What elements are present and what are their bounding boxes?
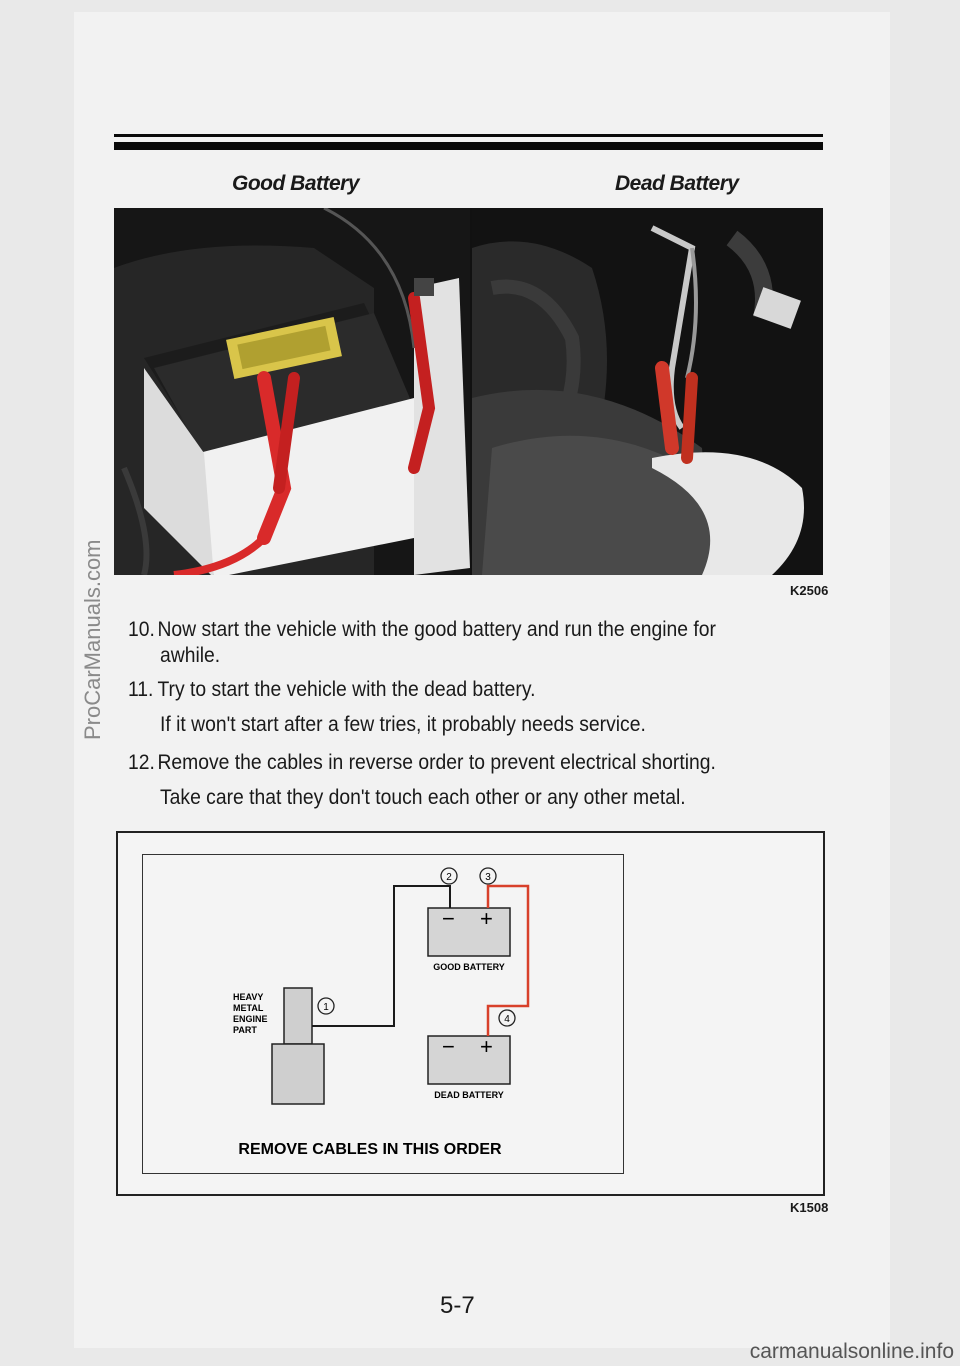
page-number: 5-7 xyxy=(440,1292,475,1319)
header-rule-thin xyxy=(114,134,823,137)
svg-text:PART: PART xyxy=(233,1025,257,1035)
marker-3 xyxy=(480,868,496,884)
cable-removal-diagram xyxy=(142,854,622,1172)
good-battery-label: GOOD BATTERY xyxy=(433,962,505,972)
dead-plus-sign: + xyxy=(480,1034,493,1059)
watermark-text: ProCarManuals.com xyxy=(80,539,105,740)
header-rule-thick xyxy=(114,142,823,150)
engine-part-upper xyxy=(284,988,312,1044)
step-12-number: 12. xyxy=(128,751,155,774)
dead-battery-box xyxy=(428,1036,510,1084)
step-11-note: If it won't start after a few tries, it probably needs service. xyxy=(160,713,646,736)
step-12 xyxy=(128,750,716,776)
svg-text:METAL: METAL xyxy=(233,1003,264,1013)
svg-text:3: 3 xyxy=(485,872,491,883)
good-battery-photo xyxy=(114,208,470,575)
step-11-text: Try to start the vehicle with the dead battery. xyxy=(157,678,536,701)
step-12-text: Remove the cables in reverse order to prevent electrical shorting. xyxy=(157,751,716,774)
svg-text:1: 1 xyxy=(323,1002,329,1013)
step-10-text: Now start the vehicle with the good battery and run the engine for xyxy=(157,618,716,641)
good-plus-sign: + xyxy=(480,906,493,931)
dead-battery-photo xyxy=(472,208,823,575)
caption-good-battery: Good Battery xyxy=(232,172,360,195)
good-minus-sign: − xyxy=(442,906,455,931)
dead-minus-sign: − xyxy=(442,1034,455,1059)
caption-dead-battery: Dead Battery xyxy=(615,172,739,195)
svg-text:2: 2 xyxy=(446,872,452,883)
step-10-number: 10. xyxy=(128,618,155,641)
step-10 xyxy=(128,617,716,643)
footer-url: carmanualsonline.info xyxy=(749,1340,954,1363)
marker-1 xyxy=(318,998,334,1014)
diagram-title: REMOVE CABLES IN THIS ORDER xyxy=(238,1141,502,1158)
dead-battery-label: DEAD BATTERY xyxy=(434,1090,504,1100)
marker-2 xyxy=(441,868,457,884)
engine-part-lower xyxy=(272,1044,324,1104)
good-battery-box xyxy=(428,908,510,956)
svg-text:HEAVY: HEAVY xyxy=(233,992,264,1002)
svg-text:ENGINE: ENGINE xyxy=(233,1014,268,1024)
marker-4 xyxy=(499,1010,515,1026)
svg-text:4: 4 xyxy=(504,1014,510,1025)
step-11 xyxy=(128,677,535,703)
engine-part-label xyxy=(233,992,268,1035)
step-11-number: 11. xyxy=(128,678,154,701)
battery-photos xyxy=(114,208,823,575)
step-10-continuation: awhile. xyxy=(160,644,221,667)
photo-figure-code: K2506 xyxy=(790,583,829,598)
diagram-figure-code: K1508 xyxy=(790,1200,829,1215)
step-12-note: Take care that they don't touch each other or any other metal. xyxy=(160,786,686,809)
